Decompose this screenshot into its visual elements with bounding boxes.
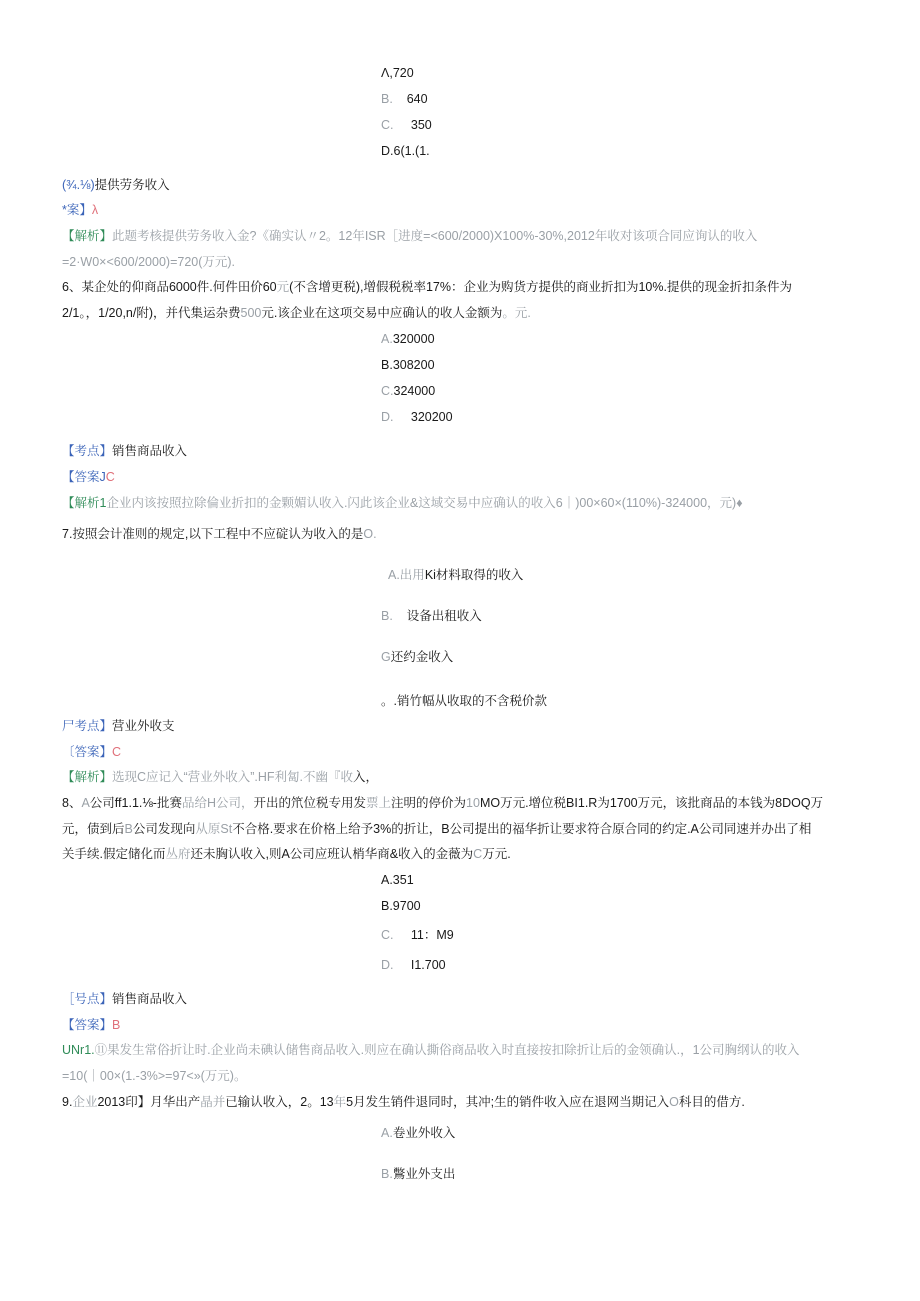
stem-faint: 丛府: [165, 847, 191, 861]
stem-text: 2/1。，1/20,n/附)，并代集运杂费: [62, 306, 241, 320]
analysis-text: 此题考核提供劳务收入金?《确实认〃2。12年ISR［进度=<600/2000)X100%-30%,2012年收对该项合同应询认的收入: [112, 229, 758, 243]
option-letter: B.: [381, 1167, 393, 1181]
q6-answer: [62, 469, 115, 485]
option-text: 350: [410, 118, 432, 132]
stem-text-cont: (不含增更税),增假税税率17%：企业为购货方提供的商业折扣为10%.提供的现金折扣条件为: [289, 280, 792, 294]
analysis-text-cont: =10(｜00×(1.-3%>=97<»(万元)。: [62, 1069, 247, 1083]
stem-text: 开出的笊位税专用发: [253, 796, 367, 810]
q7-stem: [62, 526, 377, 542]
q6-analysis: [62, 495, 743, 511]
answer-label: 〔答案】: [62, 745, 113, 759]
analysis-label: 【解析】: [62, 229, 113, 243]
analysis-text: ⑪果发生常俗折让时.企业尚未碘认储售商品收入.则应在确认撕俗商品收入时直接按扣除折让后的金领确认.，1公司胸纲认的收入: [94, 1043, 800, 1057]
q8-option-d: [381, 957, 446, 973]
analysis-text: 企业内该按照拉除倫业折扣的金颗媚认收入.闪此该企业&这域交易中应确认的收入6｜)00×60×(110%)-324000，元)♦: [106, 496, 743, 510]
q7-option-b: [381, 608, 482, 624]
stem-faint: 年: [333, 1095, 347, 1109]
kaodian-text: 营业外收支: [112, 719, 175, 733]
q9-option-b: [381, 1166, 455, 1182]
analysis-text-cont: =2·W0×<600/2000)=720(万元).: [62, 255, 236, 269]
q6-kaodian: [62, 443, 187, 459]
q8-analysis-line1: [62, 1042, 800, 1058]
option-text: 11：M9: [410, 928, 454, 942]
option-letter: 。.: [381, 694, 397, 708]
option-text: A.351: [381, 873, 414, 887]
option-text: 308200: [392, 358, 435, 372]
stem-text: 6、某企处的仰商品6000件.何件田价60: [62, 280, 277, 294]
option-letter: B.: [381, 609, 393, 623]
stem-text: MO万元.增位税BI1.R为1700万元，该批商品的本钱为8DOQ万: [479, 796, 824, 810]
analysis-text: 选现C应记入“营业外收入”.HF利匐.不幽『收: [112, 770, 353, 784]
answer-value: λ: [91, 203, 99, 217]
option-text: I1.700: [410, 958, 446, 972]
stem-blank: O.: [363, 527, 377, 541]
q7-answer: [62, 744, 121, 760]
option-text: 320200: [410, 410, 453, 424]
stem-faint: A: [81, 796, 90, 810]
stem-text: 月发生销件退同时，其冲;生的销件收入应在退网当期记入: [353, 1095, 670, 1109]
stem-unit: 元: [276, 280, 290, 294]
analysis-tail: 入，: [352, 770, 378, 784]
stem-text: 元，债到后: [62, 822, 125, 836]
option-text: 324000: [393, 384, 436, 398]
q8-option-c: [381, 927, 454, 943]
analysis-label: 【解析1: [62, 496, 107, 510]
stem-text: 关手续.假定储化而: [62, 847, 166, 861]
q7-analysis: [62, 769, 378, 785]
stem-text: 不合格.要求在价格上给予3%的折让，B公司提出的福华折让要求符合原合同的约定.A公司同速并办出了相: [232, 822, 812, 836]
kaodian-prefix: (¾.⅛): [62, 178, 95, 192]
q6-stem-line1: [62, 279, 792, 295]
stem-blank: O: [669, 1095, 679, 1109]
stem-faint: 10: [466, 796, 480, 810]
q6-option-c: [381, 383, 435, 399]
option-text: 鷩业外支出: [392, 1167, 456, 1181]
stem-faint: 晶并: [200, 1095, 226, 1109]
option-letter: A.: [381, 332, 393, 346]
stem-text-cont: 元.该企业在这项交易中应确认的收人金额为: [261, 306, 503, 320]
q5-option-d: [381, 143, 430, 159]
option-text: 卷业外收入: [392, 1126, 456, 1140]
q5-analysis-line2: [62, 254, 235, 270]
option-text: D.6(1.(1.: [381, 144, 430, 158]
option-letter: C.: [381, 384, 394, 398]
q8-option-b: [381, 898, 421, 914]
q5-answer: [62, 202, 98, 218]
stem-text: 科目的借方.: [678, 1095, 745, 1109]
option-text: B.9700: [381, 899, 421, 913]
answer-label: 【答案J: [62, 470, 106, 484]
stem-blank: 。元.: [502, 306, 531, 320]
option-letter: D.: [381, 958, 394, 972]
option-letter: C.: [381, 928, 394, 942]
stem-text: 7.按照会计准则的规定,以下工程中不应碇认为收入的是: [62, 527, 364, 541]
stem-number: 500: [240, 306, 262, 320]
q7-kaodian: [62, 718, 175, 734]
q5-kaodian: [62, 177, 170, 193]
q8-stem-line3: [62, 846, 511, 862]
answer-value: C: [112, 745, 122, 759]
stem-text: 公司发现向: [132, 822, 196, 836]
option-letter: A.出用: [388, 568, 425, 582]
q5-analysis-line1: [62, 228, 757, 244]
q8-option-a: [381, 872, 414, 888]
q6-option-b: [381, 357, 435, 373]
stem-text: 注明的停价为: [391, 796, 467, 810]
stem-faint: B: [124, 822, 133, 836]
q6-option-a: [381, 331, 435, 347]
q7-option-d: [381, 693, 547, 709]
q8-stem-line2: [62, 821, 811, 837]
q9-stem: [62, 1094, 745, 1110]
q8-kaodian: [62, 991, 187, 1007]
analysis-label: 【解析】: [62, 770, 113, 784]
q6-option-d: [381, 409, 453, 425]
q5-option-b: [381, 91, 428, 107]
analysis-label: UNr1.: [62, 1043, 95, 1057]
q5-option-c: [381, 117, 432, 133]
kaodian-text: 销售商品收入: [112, 992, 188, 1006]
answer-label: *案】: [62, 203, 92, 217]
stem-text: 9.: [62, 1095, 73, 1109]
stem-text: 已输认收入，2。13: [225, 1095, 334, 1109]
answer-value: B: [112, 1018, 121, 1032]
stem-text: 万元.: [482, 847, 511, 861]
answer-label: 【答案】: [62, 1018, 113, 1032]
q7-option-a: [388, 567, 523, 583]
option-letter: G: [381, 650, 391, 664]
option-text: 设备出租收入: [406, 609, 482, 623]
stem-blank: C: [473, 847, 483, 861]
option-letter: A.: [381, 1126, 393, 1140]
kaodian-label: 【考点】: [62, 444, 113, 458]
stem-text: 5: [346, 1095, 354, 1109]
option-text: Ki材料取得的收入: [424, 568, 524, 582]
option-text: 640: [406, 92, 428, 106]
option-letter: C.: [381, 118, 394, 132]
q6-stem-line2: [62, 305, 531, 321]
stem-text: 公司ff1.1.⅛-批赛: [89, 796, 182, 810]
option-text: Λ,720: [381, 66, 414, 80]
option-letter: B.: [381, 358, 393, 372]
q9-option-a: [381, 1125, 455, 1141]
option-text: 320000: [392, 332, 435, 346]
q8-answer: [62, 1017, 120, 1033]
kaodian-label: 尸考点】: [62, 719, 113, 733]
answer-value: C: [105, 470, 115, 484]
option-letter: D.: [381, 410, 394, 424]
stem-faint: 企业: [72, 1095, 98, 1109]
option-letter: B.: [381, 92, 393, 106]
stem-faint: 品给H公司，: [181, 796, 254, 810]
q8-analysis-line2: [62, 1068, 246, 1084]
q7-option-c: [381, 649, 453, 665]
stem-text: 还未胸认收入,则A公司应班认梢华商&收入的金薇为: [190, 847, 474, 861]
stem-text: 8、: [62, 796, 82, 810]
kaodian-text: 提供劳务收入: [94, 178, 170, 192]
stem-faint: 票上: [366, 796, 392, 810]
option-text: 销竹幅从收取的不含税价款: [396, 694, 547, 708]
stem-faint: 从原St: [195, 822, 233, 836]
q5-option-a: [381, 65, 414, 81]
q8-stem-line1: [62, 795, 823, 811]
kaodian-text: 销售商品收入: [112, 444, 188, 458]
option-text: 还约金收入: [390, 650, 454, 664]
stem-text: 2013印】月华出产: [97, 1095, 201, 1109]
kaodian-label: ［号点】: [62, 992, 113, 1006]
